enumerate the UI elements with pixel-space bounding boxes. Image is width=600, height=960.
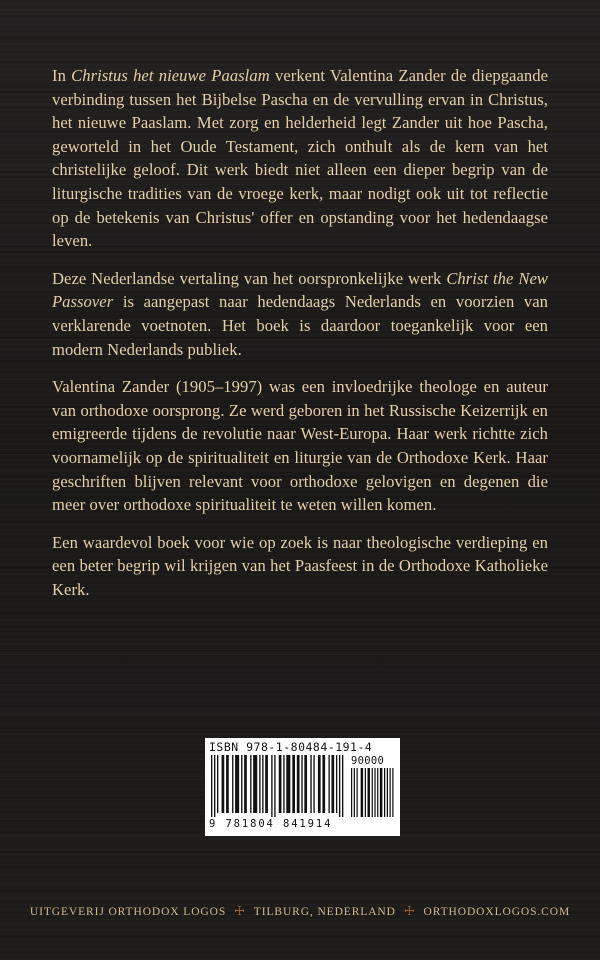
barcode-bar <box>226 755 229 813</box>
barcode-bar <box>310 755 311 813</box>
barcode-bar <box>339 755 340 817</box>
barcode-bar <box>279 755 282 813</box>
price-code: 90000 <box>351 755 385 767</box>
barcode-bar <box>318 755 321 813</box>
isbn-label: ISBN 978-1-80484-191-4 <box>209 740 373 754</box>
barcode-bar <box>331 755 334 813</box>
barcode-bar <box>262 755 263 813</box>
barcode-bar <box>361 768 363 817</box>
barcode-bar <box>235 755 239 813</box>
barcode-bar <box>322 755 325 813</box>
book-title-original: Christ the New Passover <box>52 268 548 312</box>
barcode-bar <box>271 755 272 817</box>
blurb-p2-intro: Deze Nederlandse vertaling van het oorspronkelijke werk <box>52 268 447 288</box>
blurb-text <box>52 64 548 615</box>
barcode-bar <box>222 755 225 813</box>
blurb-paragraph-4: Een waardevol boek voor wie op zoek is naar theologische verdieping en een beter begrip wil krijgen van het Paasfeest in de Orthodoxe Katholieke Kerk. <box>52 532 548 599</box>
publisher-website: ORTHODOXLOGOS.COM <box>423 906 571 918</box>
ean-digits: 9 781804 841914 <box>209 818 333 830</box>
cross-icon: ☩ <box>403 904 416 918</box>
publisher-location: TILBURG, NEDERLAND <box>253 906 396 918</box>
blurb-paragraph-2 <box>52 267 548 361</box>
blurb-p1-intro: In <box>52 66 72 85</box>
barcode-bar <box>265 755 268 813</box>
barcode-bar <box>286 755 290 813</box>
barcode-bar <box>292 755 295 813</box>
barcode-bar <box>214 755 215 817</box>
blurb-p1-rest: verkent Valentina Zander de diepgaande verbinding tussen het Bijbelse Pascha en de vervulling ervan in Christus, het nieuwe Paaslam. Met zorg en helderheid legt Zander uit hoe Pascha, geworteld in het Oude Testament, zich onthult als de kern van het christelijke geloof. Dit werk biedt niet alleen een dieper begrip van de liturgische tradities van de vroege kerk, maar nodigt ook uit tot reflectie op de betekenis van Christus' offer en opstanding voor het hedendaagse leven. <box>52 66 549 251</box>
barcode-bar <box>283 755 284 813</box>
publisher-name: UITGEVERIJ ORTHODOX LOGOS <box>29 906 227 918</box>
barcode-bar <box>380 768 382 817</box>
barcode-bar <box>372 768 373 817</box>
barcode-bar <box>241 755 242 813</box>
barcode-bar <box>384 768 385 817</box>
barcode-bar <box>374 768 375 817</box>
barcode-bar <box>365 768 366 817</box>
publisher-footer <box>0 904 600 919</box>
barcode-bars <box>211 755 345 817</box>
barcode-bar <box>304 755 307 813</box>
barcode-bar <box>250 755 251 813</box>
barcode-bar <box>387 768 388 817</box>
barcode-bar <box>211 755 212 817</box>
barcode-bar <box>357 768 358 817</box>
isbn-barcode <box>205 738 400 836</box>
barcode-bar <box>390 768 391 817</box>
barcode-bar <box>244 755 247 813</box>
price-barcode-bars <box>351 768 395 817</box>
book-title-dutch: Christus het nieuwe Paaslam <box>71 66 270 85</box>
barcode-bar <box>336 755 337 813</box>
barcode-bar <box>342 755 343 817</box>
barcode-bar <box>377 768 378 817</box>
blurb-p2-rest: is aangepast naar hedendaags Nederlands en voorzien van verklarende voetnoten. Het boek is daardoor toegankelijk voor een modern Nederlands publiek. <box>52 292 548 359</box>
blurb-paragraph-3: Valentina Zander (1905–1997) was een invloedrijke theologe en auteur van orthodoxe oorsprong. Ze werd geboren in het Russische Keizerrijk en emigreerde tijdens de revolutie naar West-Europa. Haar werk richtte zich voornamelijk op de spiritualiteit en liturgie van de Orthodoxe Kerk. Haar geschriften blijven relevant voor orthodoxe gelovigen en degenen die meer over orthodoxe spiritualiteit te weten willen komen. <box>52 377 548 515</box>
barcode-bar <box>351 768 352 817</box>
barcode-bar <box>368 768 370 817</box>
barcode-bar <box>354 768 355 817</box>
barcode-bar <box>253 755 257 813</box>
barcode-bar <box>217 755 218 813</box>
barcode-bar <box>274 755 275 817</box>
barcode-bar <box>392 768 393 817</box>
barcode-bar <box>297 755 300 813</box>
barcode-bar <box>301 755 302 813</box>
barcode-bar <box>313 755 314 813</box>
barcode-bar <box>232 755 233 813</box>
cross-icon: ☩ <box>234 904 246 918</box>
barcode-bar <box>259 755 260 813</box>
blurb-paragraph-1 <box>52 64 548 253</box>
barcode-bar <box>328 755 329 813</box>
